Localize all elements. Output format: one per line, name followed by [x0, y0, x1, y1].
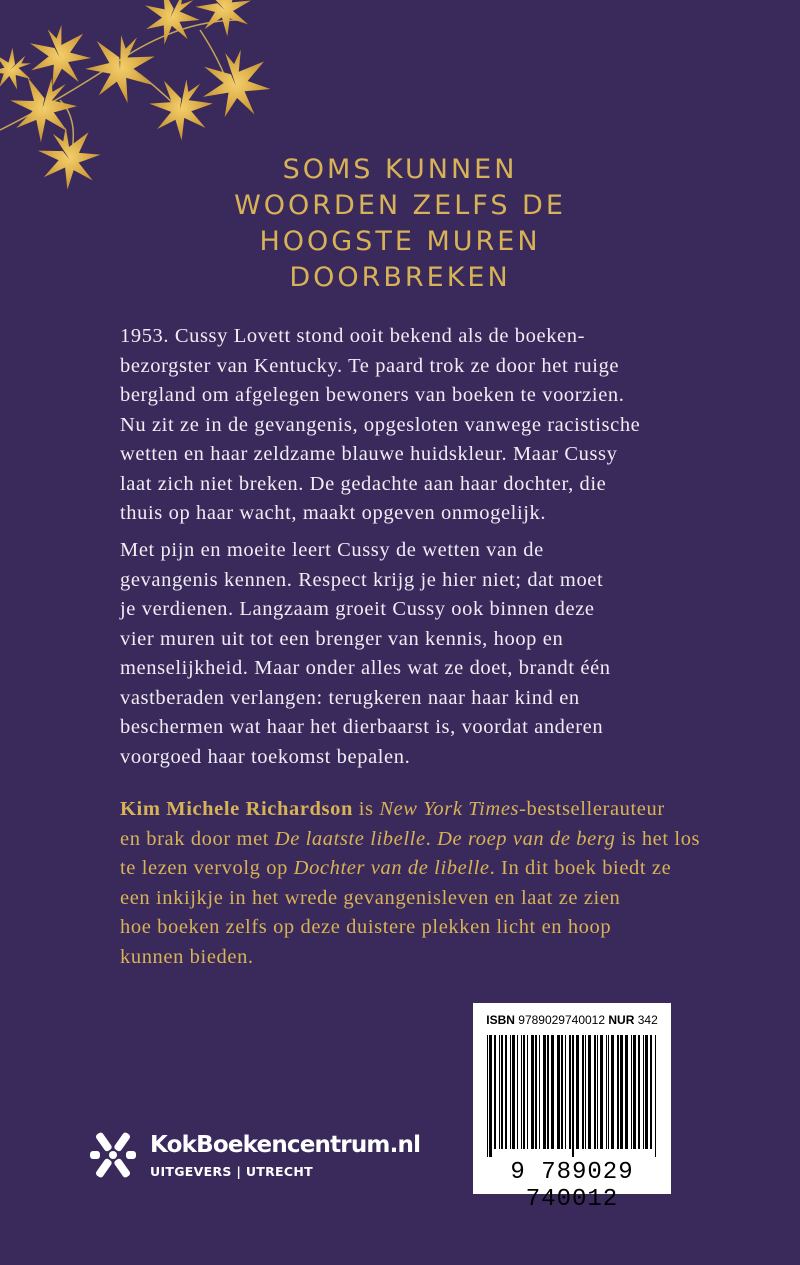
barcode-bar — [510, 1035, 511, 1149]
barcode-bar — [499, 1035, 500, 1149]
barcode-bar — [576, 1035, 579, 1149]
barcode-bar — [561, 1035, 563, 1149]
barcode-bar — [547, 1035, 549, 1149]
headline-line: WOORDEN ZELFS DE — [234, 190, 566, 221]
barcode-bar — [572, 1035, 574, 1157]
nur-value: 342 — [637, 1013, 658, 1027]
barcode-bar — [600, 1035, 603, 1149]
barcode-bar — [625, 1035, 628, 1149]
author-bio — [120, 795, 700, 972]
author-name: Kim Michele Richardson — [120, 798, 353, 820]
italic-title: De laatste libelle — [274, 827, 426, 850]
barcode-bar — [512, 1035, 515, 1149]
barcode-bars — [487, 1035, 657, 1157]
isbn-label-line — [473, 1013, 671, 1027]
barcode-bar — [489, 1035, 492, 1157]
barcode-bar — [617, 1035, 619, 1149]
barcode-bar — [517, 1035, 518, 1149]
isbn-label: ISBN — [486, 1013, 515, 1027]
barcode-bar — [588, 1035, 591, 1149]
text-fragment: te lezen vervolg op — [120, 857, 294, 879]
barcode-bar — [608, 1035, 609, 1149]
barcode-bar — [650, 1035, 652, 1149]
kokboekencentrum-logo-icon — [88, 1125, 138, 1185]
text-line: thuis op haar wacht, maakt opgeven onmogelijk. — [120, 502, 547, 524]
barcode-bar — [611, 1035, 614, 1149]
text-line — [120, 825, 700, 855]
barcode-bar — [643, 1035, 644, 1149]
barcode-bar — [594, 1035, 596, 1149]
barcode-bar — [543, 1035, 546, 1149]
text-line: Met pijn en moeite leert Cussy de wetten van de — [120, 539, 544, 561]
text-line: laat zich niet breken. De gedachte aan haar dochter, die — [120, 472, 607, 495]
barcode-bar — [638, 1035, 640, 1149]
text-line: vastberaden verlangen: terugkeren naar haar kind en — [120, 686, 580, 709]
barcode-bar — [585, 1035, 586, 1149]
text-fragment: is — [352, 798, 380, 820]
cover-headline — [0, 152, 800, 296]
italic-title: Dochter van de libelle — [293, 857, 490, 879]
text-line: 1953. Cussy Lovett stond ooit bekend als de boeken- — [120, 325, 586, 347]
italic-title: De roep van de berg — [437, 827, 616, 850]
synopsis-paragraph-1 — [120, 322, 700, 529]
barcode-bar — [551, 1035, 554, 1149]
barcode-digits: 9 789029 740012 — [510, 1159, 634, 1213]
barcode-bar — [487, 1035, 488, 1157]
publisher-name: KokBoekencentrum.nl — [150, 1132, 421, 1158]
text-line: gevangenis kennen. Respect krijg je hier niet; dat moet — [120, 568, 604, 591]
barcode-bar — [582, 1035, 584, 1149]
publisher-logo — [88, 1125, 428, 1185]
text-line: voorgoed haar toekomst bepalen. — [120, 745, 411, 768]
text-fragment: -bestsellerauteur — [519, 798, 665, 820]
barcode-bar — [569, 1035, 571, 1149]
barcode-bar — [539, 1035, 540, 1149]
text-line: Nu zit ze in de gevangenis, opgesloten vanwege racistische — [120, 413, 641, 436]
barcode-bar — [557, 1035, 560, 1149]
barcode-bar — [631, 1035, 632, 1149]
headline-line: SOMS KUNNEN — [282, 154, 518, 185]
barcode-bar — [535, 1035, 537, 1149]
barcode-bar — [521, 1035, 522, 1149]
text-line: wetten en haar zeldzame blauwe huidskleur. Maar Cussy — [120, 443, 618, 465]
headline-line: HOOGSTE MUREN — [259, 226, 541, 257]
barcode-bar — [597, 1035, 598, 1149]
text-line: hoe boeken zelfs op deze duistere plekken licht en hoop — [120, 916, 612, 938]
text-fragment: en brak door met — [120, 827, 275, 850]
text-line: een inkijkje in het wrede gevangenisleven en laat ze zien — [120, 886, 621, 909]
text-fragment: . — [425, 827, 438, 850]
text-line: vier muren uit tot een brenger van kennis, hoop en — [120, 627, 564, 650]
text-line: beschermen wat haar het dierbaarst is, voordat anderen — [120, 716, 604, 738]
nur-label: NUR — [608, 1013, 635, 1027]
barcode-bar — [565, 1035, 566, 1149]
text-line: kunnen bieden. — [120, 945, 254, 968]
barcode-bar — [620, 1035, 623, 1149]
publisher-subtitle: UITGEVERS | UTRECHT — [150, 1164, 313, 1179]
barcode-bar — [523, 1035, 525, 1149]
text-line: je verdienen. Langzaam groeit Cussy ook binnen deze — [120, 598, 595, 620]
text-line: bergland om afgelegen bewoners van boeken te voorzien. — [120, 384, 625, 406]
text-line — [120, 854, 700, 884]
text-fragment: . In dit boek biedt ze — [489, 857, 672, 879]
text-line — [120, 795, 700, 825]
barcode-bar — [501, 1035, 503, 1149]
barcode-bar — [655, 1035, 656, 1157]
headline-line: DOORBREKEN — [289, 262, 511, 293]
barcode-bar — [531, 1035, 534, 1149]
isbn-barcode — [473, 1003, 671, 1213]
barcode-bar — [645, 1035, 648, 1149]
text-fragment: is het los — [615, 827, 701, 850]
italic-title: New York Times — [379, 798, 520, 820]
barcode-bar — [606, 1035, 607, 1149]
barcode-bar — [494, 1035, 496, 1149]
text-line: menselijkheid. Maar onder alles wat ze doet, brandt één — [120, 657, 611, 679]
barcode-bar — [633, 1035, 636, 1149]
barcode-bar — [527, 1035, 528, 1149]
barcode-bar — [505, 1035, 507, 1149]
text-line: bezorgster van Kentucky. Te paard trok ze door het ruige — [120, 354, 620, 377]
isbn-value: 9789029740012 — [518, 1013, 606, 1027]
synopsis-paragraph-2 — [120, 536, 700, 772]
